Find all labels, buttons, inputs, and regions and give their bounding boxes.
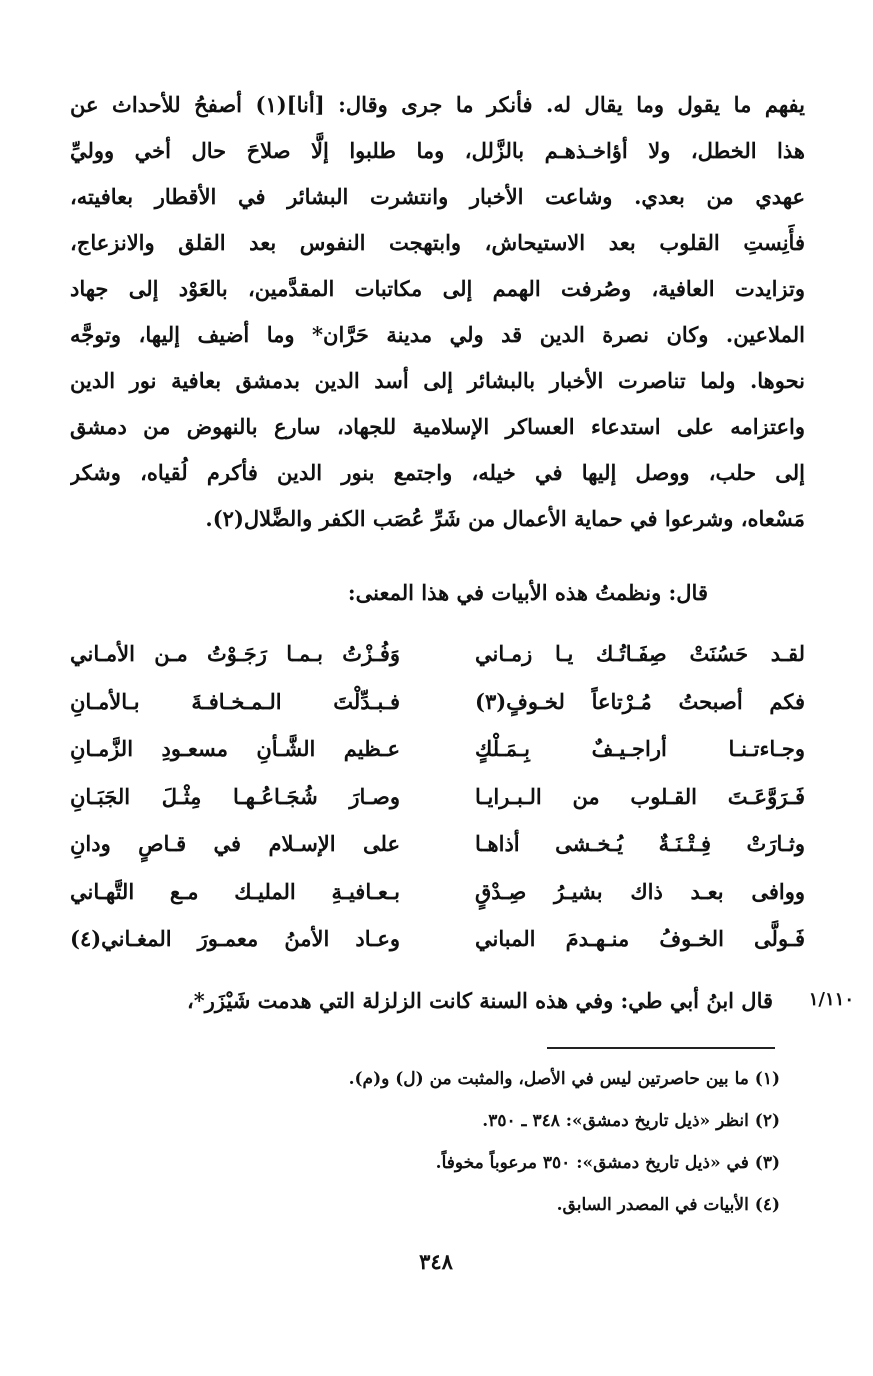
poem-verse <box>70 820 805 868</box>
second-hemistich: بـعـافيـةِ المليـك مـع التَّهـاني <box>70 878 400 904</box>
poem-verse <box>70 868 805 916</box>
second-hemistich: فـبـدِّلْتَ الـمـخـافـةَ بـالأمـانِ <box>70 688 400 714</box>
prose-line: فأَنِستِ القلوب بعد الاستيحاش، وابتهجت النفوس بعد القلق والانزعاج، <box>70 230 805 255</box>
prose-line: واعتزامه على استدعاء العساكر الإسلامية للجهاد، سارع بالنهوض من دمشق <box>70 414 805 439</box>
poem-verse <box>70 915 805 963</box>
poem <box>70 630 805 963</box>
second-hemistich: وَفُـزْتُ بـمـا رَجَـوْتُ مـن الأمـاني <box>70 641 400 666</box>
prose-line: نحوها. ولما تناصرت الأخبار بالبشائر إلى أسد الدين بدمشق بعافية نور الدين <box>70 368 805 393</box>
second-hemistich: عـظيم الشَّـأنِ مسعـودِ الزَّمـانِ <box>70 736 400 761</box>
second-hemistich: وعـاد الأمنُ معمـورَ المغـاني(٤) <box>70 926 400 951</box>
first-hemistich: وجـاءتـنـا أراجـيـفٌ بِـمَـلْكٍ <box>475 736 805 761</box>
main-prose <box>70 82 805 542</box>
prose-line: وتزايدت العافية، وصُرفت الهمم إلى مكاتبات المقدَّمين، بالعَوْد إلى جهاد <box>70 276 805 301</box>
first-hemistich: وثـارَتْ فِـتْـنَـةٌ يُـخـشى أذاهـا <box>475 831 805 856</box>
poem-verse <box>70 725 805 773</box>
poem-verse <box>70 678 805 726</box>
footnote: (٢) انظر «ذيل تاريخ دمشق»: ٣٤٨ ـ ٣٥٠. <box>482 1111 780 1131</box>
first-hemistich: فَـولَّى الخـوفُ منـهـدمَ المباني <box>475 926 805 951</box>
footnote: (٤) الأبيات في المصدر السابق. <box>556 1195 780 1215</box>
footnote: (٣) في «ذيل تاريخ دمشق»: ٣٥٠ مرعوباً مخوفاً. <box>435 1153 780 1173</box>
second-hemistich: وصـارَ شُجَـاعُـهـا مِثْـلَ الجَبَـانِ <box>70 783 400 809</box>
prose-line: مَسْعاه، وشرعوا في حماية الأعمال من شَرِّ عُصَب الكفر والضَّلال(٢). <box>205 506 805 531</box>
poem-verse <box>70 630 805 678</box>
first-hemistich: ووافى بعـد ذاك بشيـرُ صِـدْقٍ <box>475 878 805 904</box>
footnote-divider <box>547 1047 775 1049</box>
footnote: (١) ما بين حاصرتين ليس في الأصل، والمثبت من (ل) و(م). <box>348 1069 780 1089</box>
page-number: ٣٤٨ <box>419 1249 453 1274</box>
second-hemistich: على الإسـلام في قـاصٍ ودانِ <box>70 831 400 856</box>
closing-paragraph: قال ابنُ أبي طي: وفي هذه السنة كانت الزلزلة التي هدمت شَيْزَر*، <box>186 988 773 1013</box>
first-hemistich: فكم أصبحتُ مُـرْتاعاً لخـوفٍ(٣) <box>475 688 805 714</box>
poem-intro: قال: ونظمتُ هذه الأبيات في هذا المعنى: <box>347 580 708 605</box>
prose-line: عهدي من بعدي. وشاعت الأخبار وانتشرت البشائر في الأقطار بعافيته، <box>70 184 805 209</box>
first-hemistich: فَـرَوَّعَـتَ القـلوب من الـبـرايـا <box>475 783 805 809</box>
prose-line: يفهم ما يقول وما يقال له. فأنكر ما جرى وقال: [أنا](١) أصفحُ للأحداث عن <box>70 92 805 117</box>
margin-reference: ١/١١٠ <box>808 989 854 1010</box>
prose-line: الملاعين. وكان نصرة الدين قد ولي مدينة حَرَّان* وما أضيف إليها، وتوجَّه <box>70 322 805 347</box>
prose-line: هذا الخطل، ولا أؤاخـذهـم بالزَّلل، وما طلبوا إلَّا صلاحَ حال أخي ووليِّ <box>70 138 805 163</box>
footnotes <box>80 1058 780 1226</box>
prose-line: إلى حلب، ووصل إليها في خيله، واجتمع بنور الدين فأكرم لُقياه، وشكر <box>70 460 805 485</box>
first-hemistich: لقـد حَسُنَتْ صِفَـاتُـك يـا زمـاني <box>475 641 805 666</box>
poem-verse <box>70 773 805 821</box>
